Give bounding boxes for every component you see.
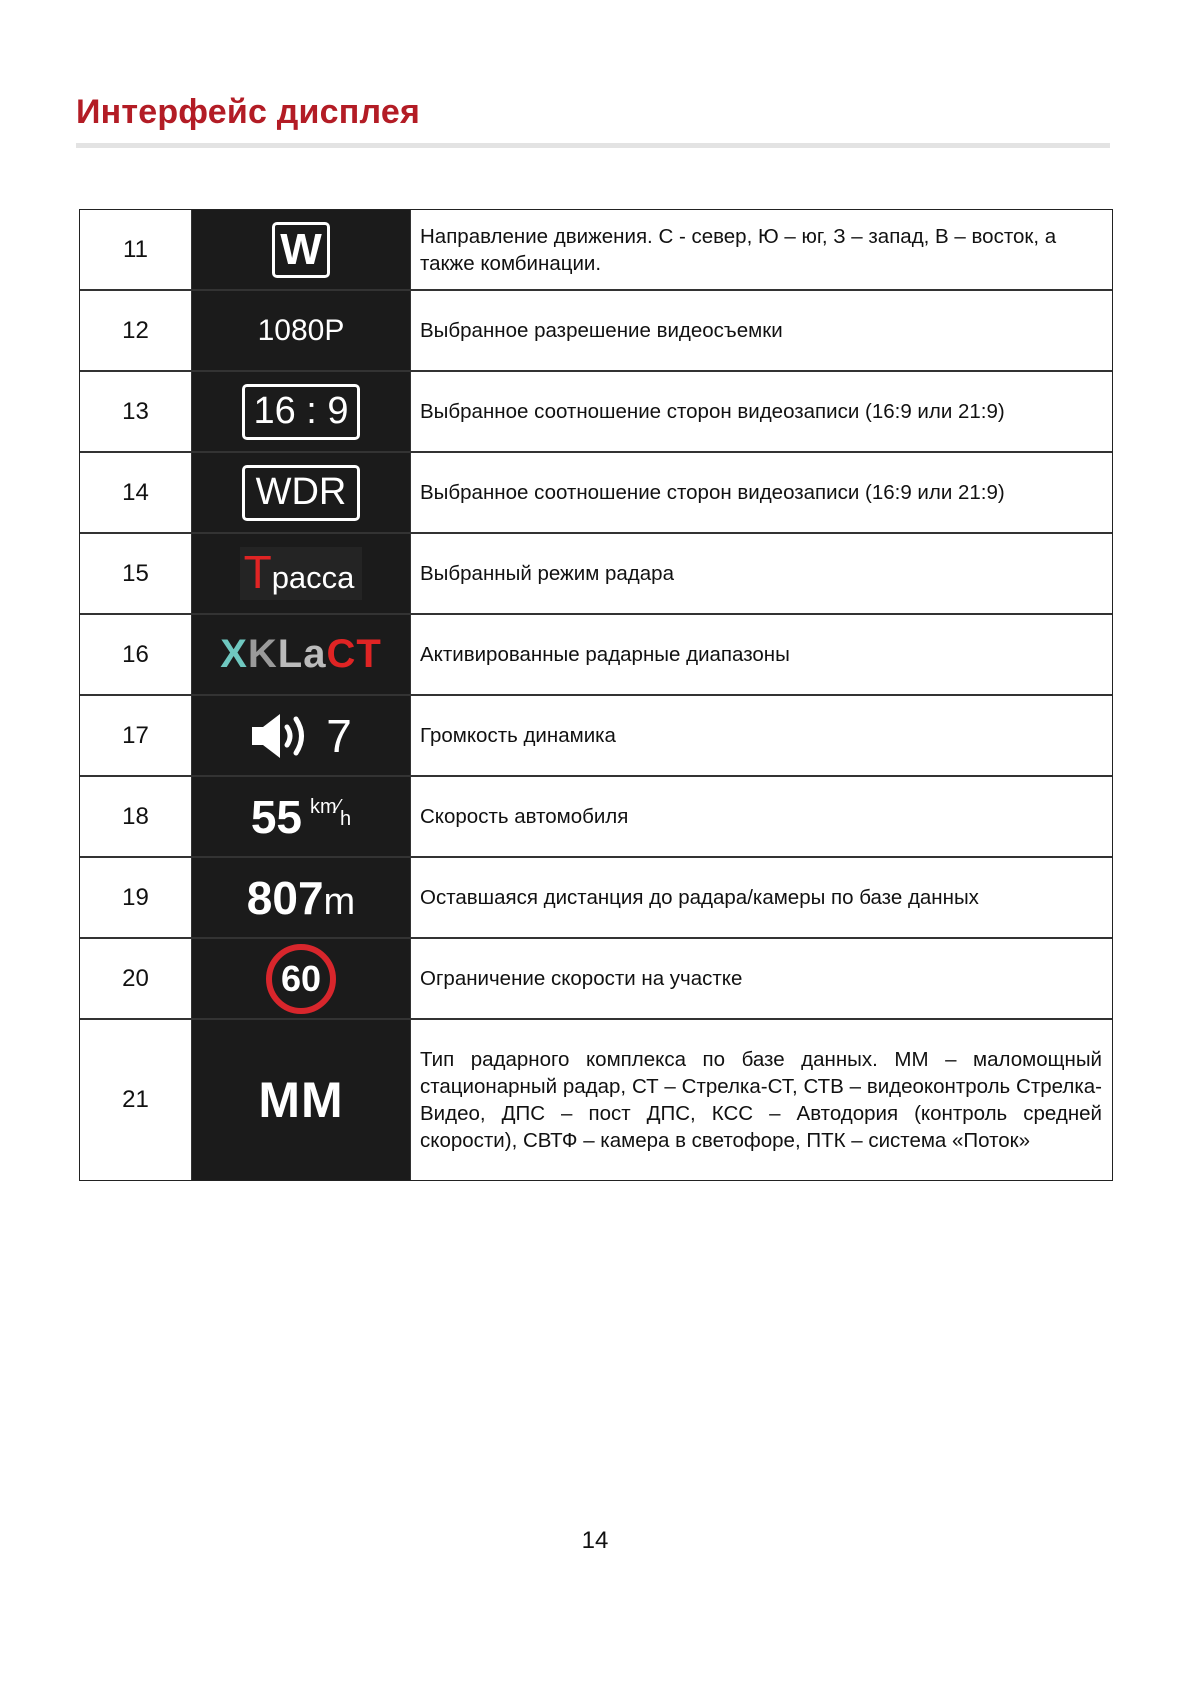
icon-cell [192,696,410,775]
row-description: Выбранное соотношение сторон видеозаписи (16:9 или 21:9) [410,372,1112,451]
speed-unit-slash: ⁄ [336,795,341,818]
row-description: Выбранный режим радара [410,534,1112,613]
table-row [80,777,1112,858]
row-description: Оставшаяся дистанция до радара/камеры по базе данных [410,858,1112,937]
resolution-icon: 1080P [257,313,345,347]
radar-bands-icon [220,632,382,677]
band-x: X [220,632,248,676]
icon-cell [192,858,410,937]
table-row [80,534,1112,615]
row-number: 14 [80,453,192,532]
speed-limit-icon: 60 [266,944,336,1014]
speed-value: 55 [250,790,303,843]
row-number: 12 [80,291,192,370]
table-row [80,1020,1112,1180]
band-la: La [277,632,327,676]
volume-level: 7 [326,709,352,762]
row-number: 11 [80,210,192,289]
icon-cell [192,210,410,289]
icon-cell [192,939,410,1018]
row-number: 18 [80,777,192,856]
distance-value: 807 [246,871,324,924]
table-row [80,858,1112,939]
radar-type-icon: MM [258,1072,344,1128]
wdr-icon: WDR [242,465,360,521]
row-description: Выбранное разрешение видеосъемки [410,291,1112,370]
radar-mode-rest: расса [271,560,355,595]
aspect-ratio-icon: 16 : 9 [242,384,360,440]
table-row [80,291,1112,372]
speed-unit-top: km [310,795,337,818]
table-row [80,615,1112,696]
title-divider [76,143,1110,148]
row-description: Громкость динамика [410,696,1112,775]
table-row [80,696,1112,777]
direction-w-icon: W [272,222,330,278]
row-number: 20 [80,939,192,1018]
radar-mode-first-letter: Т [243,546,272,598]
distance-unit: m [323,880,356,923]
speed-unit-bottom: h [340,807,352,830]
icon-cell [192,372,410,451]
page-number: 14 [581,1527,609,1554]
row-number: 17 [80,696,192,775]
icon-cell [192,291,410,370]
row-number: 13 [80,372,192,451]
radar-mode-icon [240,547,363,600]
table-row [80,210,1112,291]
speed-unit [310,795,352,830]
page-title: Интерфейс дисплея [76,93,420,131]
row-number: 19 [80,858,192,937]
table-row [80,372,1112,453]
band-k: K [247,632,278,676]
icon-cell [192,534,410,613]
row-description: Тип радарного комплекса по базе данных. ММ – маломощный стационарный радар, СТ – Стрелка-СТ, СТВ – видеоконтроль Стрелка-Видео, ДПС – пост ДПС, КСС – Автодория (контроль средней скорости), СВТФ – камера в светофоре, ПТК – система «Поток» [410,1020,1112,1180]
speed-icon [251,790,351,844]
row-description: Выбранное соотношение сторон видеозаписи (16:9 или 21:9) [410,453,1112,532]
band-ct: CT [326,632,382,676]
row-number: 16 [80,615,192,694]
speaker-icon [250,712,312,760]
icon-cell [192,615,410,694]
distance-icon [247,871,355,925]
table-row [80,939,1112,1020]
row-description: Активированные радарные диапазоны [410,615,1112,694]
row-number: 15 [80,534,192,613]
table-row [80,453,1112,534]
row-description: Ограничение скорости на участке [410,939,1112,1018]
icon-cell [192,777,410,856]
icon-cell [192,453,410,532]
display-interface-table [79,209,1113,1181]
volume-indicator [250,709,352,763]
icon-cell [192,1020,410,1180]
row-description: Направление движения. С - север, Ю – юг, З – запад, В – восток, а также комбинации. [410,210,1112,289]
row-number: 21 [80,1020,192,1180]
row-description: Скорость автомобиля [410,777,1112,856]
